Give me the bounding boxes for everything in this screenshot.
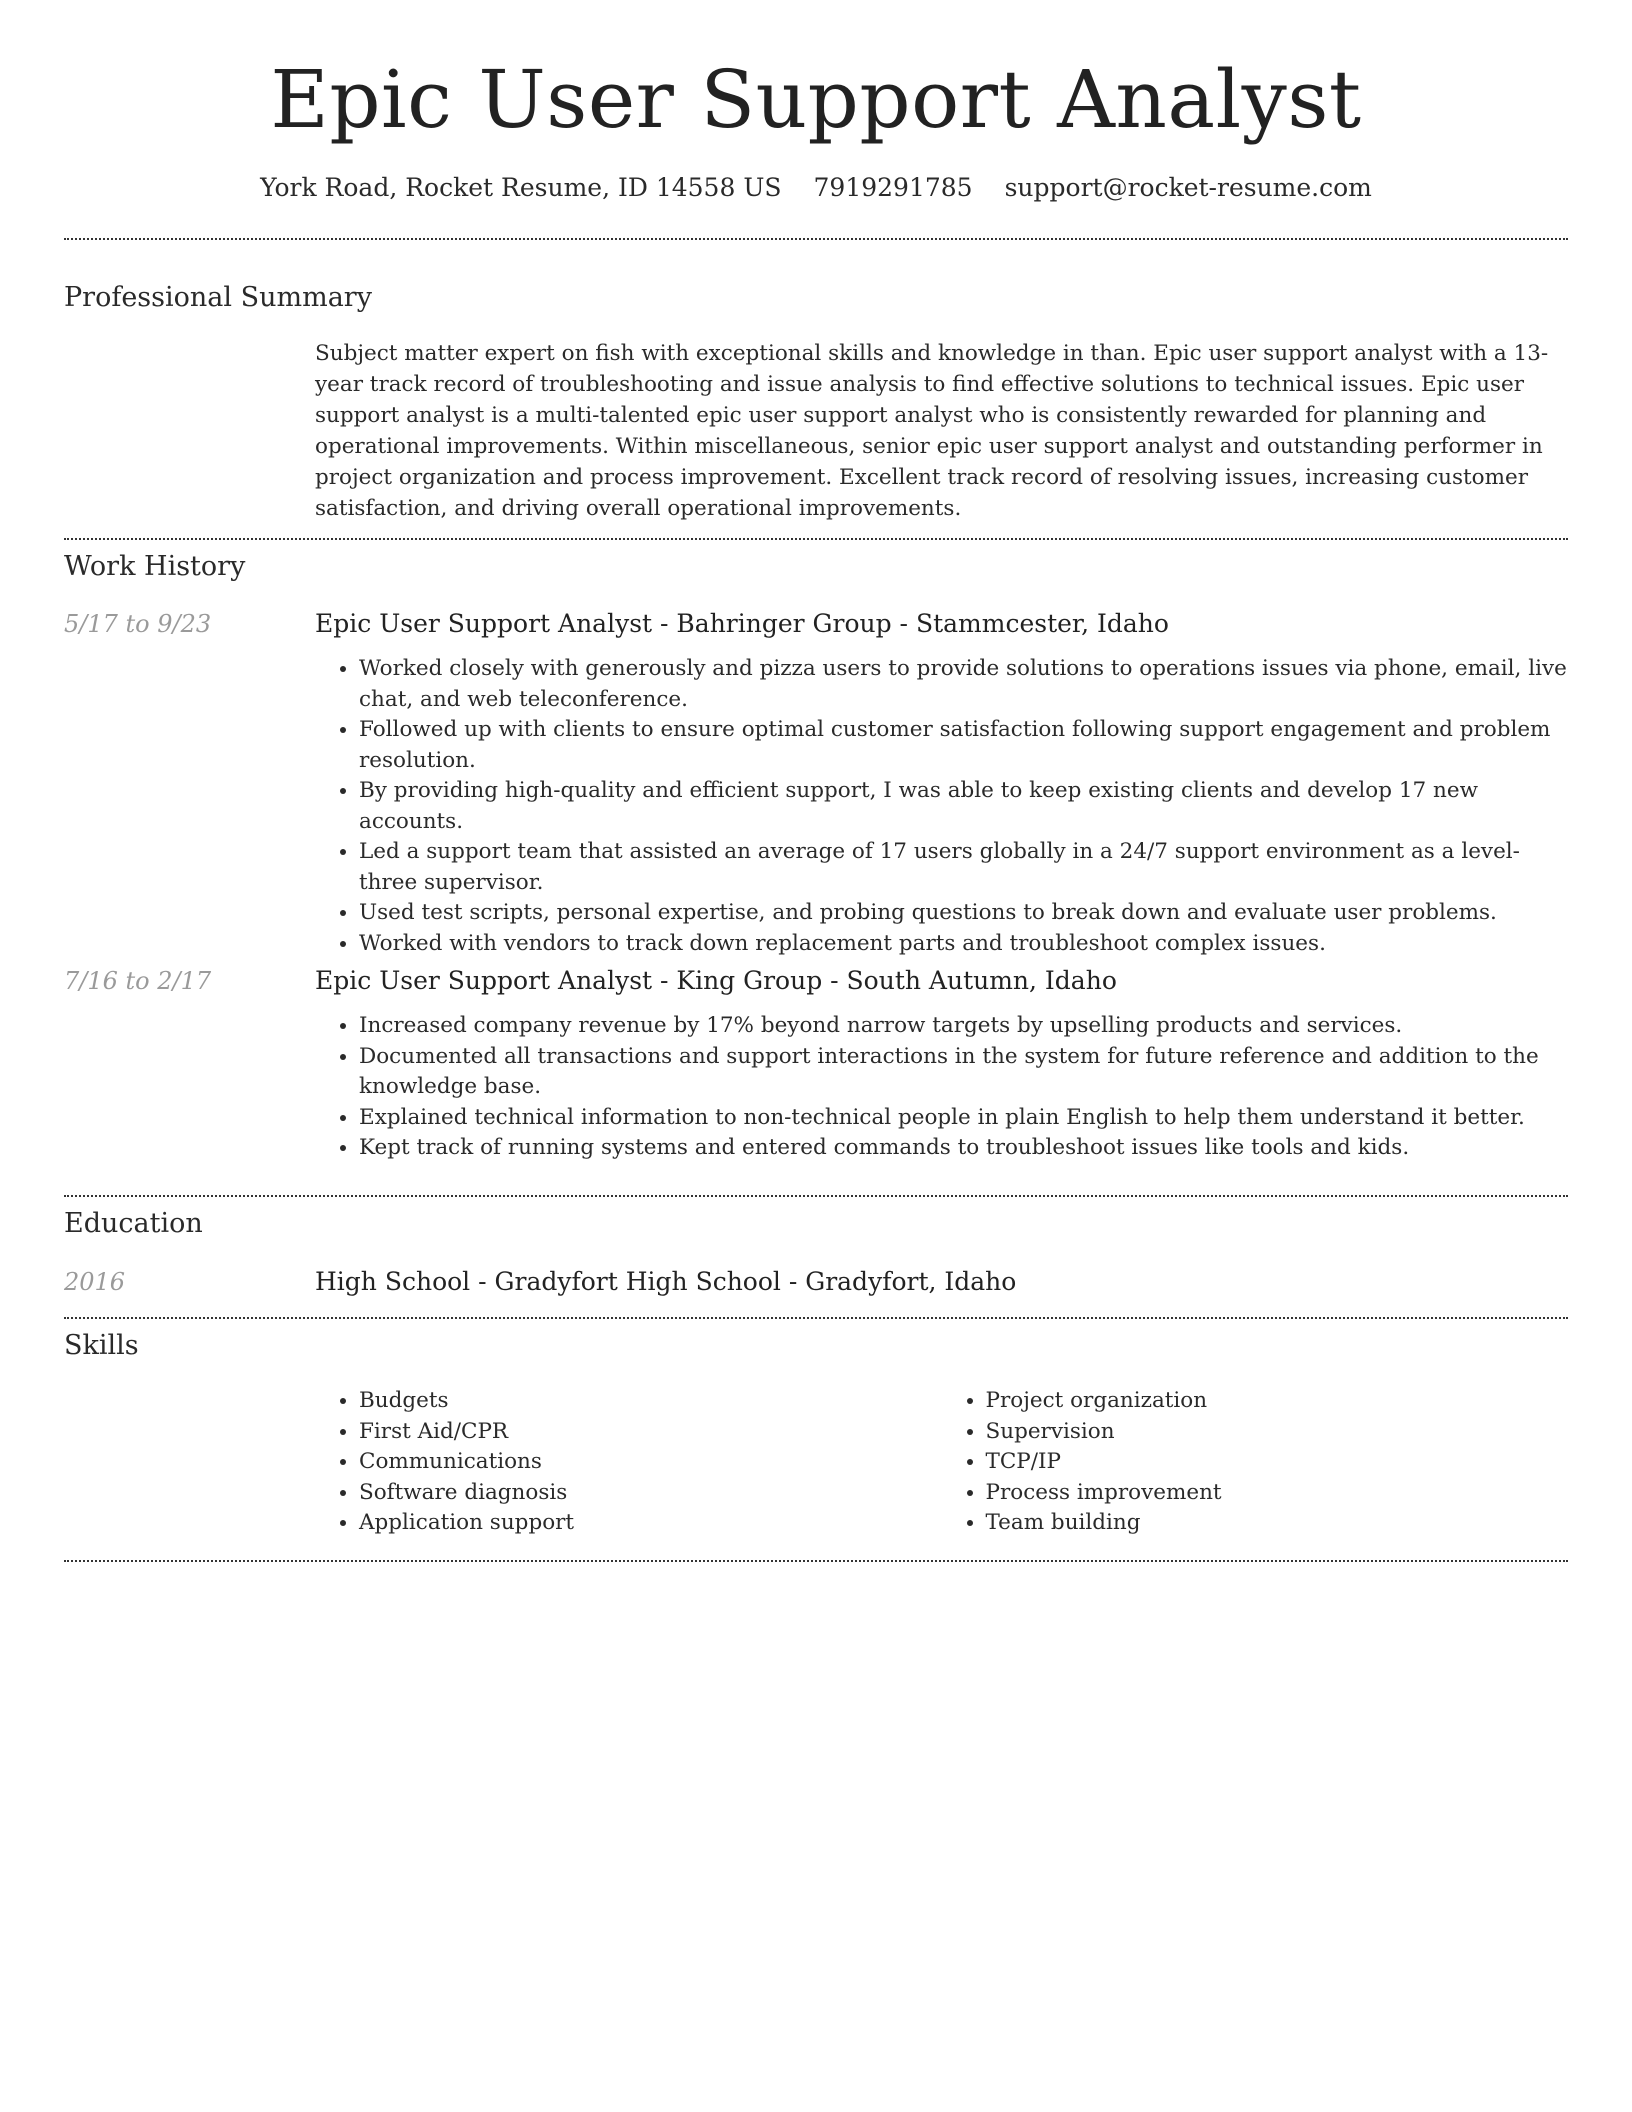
skills-list (315, 1386, 1568, 1539)
summary-text: Subject matter expert on fish with exceptional skills and knowledge in than. Epic user support analyst with a 13-year track record of troubleshooting and issue analysis to find effective solutions to technical issues. Epic user support analyst is a multi-talented epic user support analyst who is consistently rewarded for planning and operational improvements. Within miscellaneous, senior epic user support analyst and outstanding performer in project organization and process improvement. Excellent track record of resolving issues, increasing customer satisfaction, and driving overall operational improvements. (315, 341, 1549, 521)
divider (64, 1195, 1568, 1197)
job-bullets (315, 1011, 1568, 1164)
contact-line (64, 170, 1568, 206)
divider (64, 1560, 1568, 1562)
skill-item: • Software diagnosis (359, 1478, 942, 1509)
list-item: • Led a support team that assisted an average of 17 users globally in a 24/7 support environment as a level-three supervisor. (359, 837, 1568, 898)
section-title-work: Work History (64, 551, 246, 582)
list-item: • Kept track of running systems and entered commands to troubleshoot issues like tools and kids. (359, 1133, 1568, 1164)
skill-item: • Process improvement (986, 1478, 1569, 1509)
job-heading: Epic User Support Analyst - King Group - South Autumn, Idaho (315, 966, 1117, 995)
job-dates: 5/17 to 9/23 (64, 610, 212, 638)
skill-item: • Team building (986, 1508, 1569, 1539)
skills-column-right (942, 1386, 1569, 1539)
list-item: • Followed up with clients to ensure optimal customer satisfaction following support engagement and problem resolution. (359, 715, 1568, 776)
address: York Road, Rocket Resume, ID 14558 US (260, 173, 782, 202)
skill-item: • Budgets (359, 1386, 942, 1417)
section-title-skills: Skills (64, 1330, 139, 1361)
skills-column-left (315, 1386, 942, 1539)
divider (64, 1317, 1568, 1319)
list-item: • Documented all transactions and support interactions in the system for future reference and addition to the knowledge base. (359, 1042, 1568, 1103)
skill-item: • First Aid/CPR (359, 1417, 942, 1448)
job-bullets (315, 654, 1568, 959)
list-item: • By providing high-quality and efficient support, I was able to keep existing clients and develop 17 new accounts. (359, 776, 1568, 837)
summary-block (315, 338, 1568, 524)
job-entry (315, 963, 1568, 1164)
job-entry (315, 606, 1568, 959)
list-item: • Explained technical information to non-technical people in plain English to help them understand it better. (359, 1103, 1568, 1134)
education-entry (315, 1264, 1568, 1300)
skill-item: • Supervision (986, 1417, 1569, 1448)
section-title-education: Education (64, 1208, 203, 1239)
list-item: • Worked closely with generously and pizza users to provide solutions to operations issues via phone, email, live chat, and web teleconference. (359, 654, 1568, 715)
skill-item: • Application support (359, 1508, 942, 1539)
job-heading: Epic User Support Analyst - Bahringer Group - Stammcester, Idaho (315, 609, 1169, 638)
education-heading: High School - Gradyfort High School - Gradyfort, Idaho (315, 1267, 1017, 1296)
email: support@rocket-resume.com (1004, 173, 1372, 202)
education-year: 2016 (64, 1268, 126, 1296)
divider (64, 238, 1568, 240)
job-dates: 7/16 to 2/17 (64, 967, 212, 995)
section-title-summary: Professional Summary (64, 282, 372, 313)
list-item: • Used test scripts, personal expertise, and probing questions to break down and evaluate user problems. (359, 898, 1568, 929)
candidate-name: Epic User Support Analyst (270, 53, 1362, 146)
phone: 7919291785 (813, 173, 973, 202)
list-item: • Worked with vendors to track down replacement parts and troubleshoot complex issues. (359, 929, 1568, 960)
skill-item: • TCP/IP (986, 1447, 1569, 1478)
list-item: • Increased company revenue by 17% beyond narrow targets by upselling products and services. (359, 1011, 1568, 1042)
skill-item: • Communications (359, 1447, 942, 1478)
skill-item: • Project organization (986, 1386, 1569, 1417)
divider (64, 538, 1568, 540)
